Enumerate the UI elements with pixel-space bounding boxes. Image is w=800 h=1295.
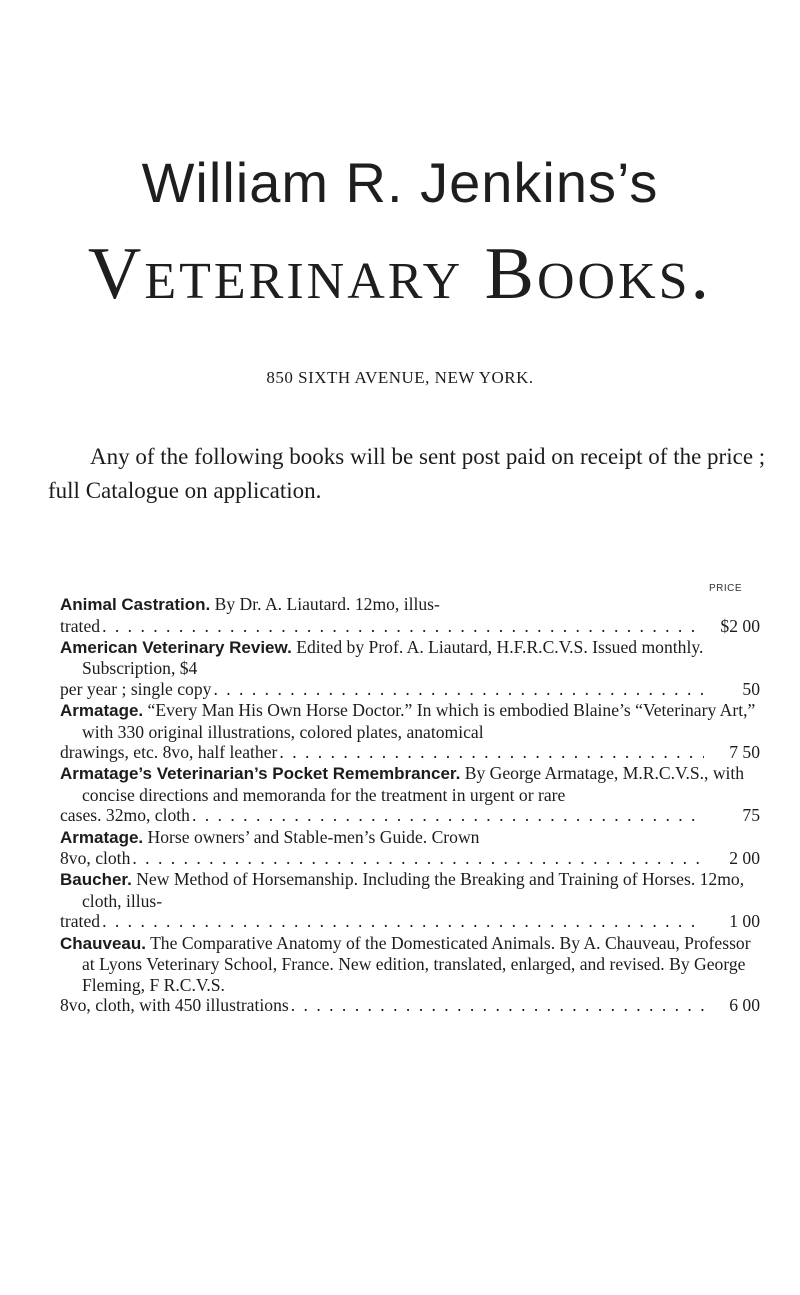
leader-dots [192, 805, 704, 826]
book-entry [60, 763, 760, 826]
publisher-address: 850 SIXTH AVENUE, NEW YORK. [266, 368, 534, 387]
book-description-end: trated [60, 911, 101, 932]
leader-dots [291, 995, 704, 1016]
book-description-end: cases. 32mo, cloth [60, 805, 190, 826]
book-title: American Veterinary Review. [60, 637, 292, 657]
book-description-end: 8vo, cloth, with 450 illustrations [60, 995, 289, 1016]
book-entry [60, 869, 760, 932]
leader-dots [213, 679, 704, 700]
leader-dots [279, 742, 704, 763]
book-title: Animal Castration. [60, 595, 211, 614]
book-price: 1 00 [729, 911, 760, 932]
catalogue-heading: Veterinary Books. [87, 233, 713, 315]
book-description-end: drawings, etc. 8vo, half leather [60, 742, 278, 763]
leader-dots [102, 911, 704, 932]
book-entry [60, 594, 760, 636]
book-description: By Dr. A. Liautard. 12mo, illus- [210, 594, 440, 614]
book-title: Armatage. [60, 700, 144, 720]
book-entry [60, 637, 760, 700]
book-price: 50 [742, 678, 760, 699]
book-description: By George Armatage, M.R.C.V.S., with concise directions and memoranda for the treatment in urgent or rare [82, 763, 745, 805]
publisher-title: William R. Jenkins’s [141, 151, 659, 214]
book-price: 7 50 [729, 742, 760, 763]
book-list [60, 594, 760, 1016]
book-description-end: per year ; single copy [60, 678, 212, 699]
book-description-end: 8vo, cloth [60, 848, 131, 869]
book-title: Chauveau. [60, 933, 146, 953]
price-column-header: PRICE [709, 583, 743, 594]
book-description-end: trated [60, 615, 101, 636]
book-description: Edited by Prof. A. Liautard, H.F.R.C.V.S. Issued monthly. Subscription, $4 [82, 636, 704, 679]
book-title: Armatage’s Veterinarian’s Pocket Remembrancer. [60, 764, 461, 784]
book-description: “Every Man His Own Horse Doctor.” In which is embodied Blaine’s “Veterinary Art,” with 330 original illustrations, colored plates, anatomical [82, 699, 756, 742]
book-title: Baucher. [60, 870, 132, 890]
book-entry [60, 933, 760, 1016]
intro-paragraph: Any of the following books will be sent post paid on receipt of the price ; full Catalogue on application. [48, 444, 766, 503]
book-price: $2 00 [720, 615, 760, 636]
book-title: Armatage. [60, 827, 144, 847]
book-description: Horse owners’ and Stable-men’s Guide. Crown [143, 826, 480, 847]
book-entry [60, 700, 760, 763]
book-price: 2 00 [729, 848, 760, 869]
book-description: The Comparative Anatomy of the Domesticated Animals. By A. Chauveau, Professor at Lyons Veterinary School, France. New edition, translated, enlarged, and revised. By George Fleming, F R.C.V.S. [82, 932, 751, 995]
book-price: 6 00 [729, 995, 760, 1016]
leader-dots [102, 616, 704, 637]
book-description: New Method of Horsemanship. Including the Breaking and Training of Horses. 12mo, cloth, illus- [82, 869, 745, 911]
book-entry [60, 827, 760, 869]
leader-dots [132, 848, 704, 869]
book-price: 75 [742, 805, 760, 826]
